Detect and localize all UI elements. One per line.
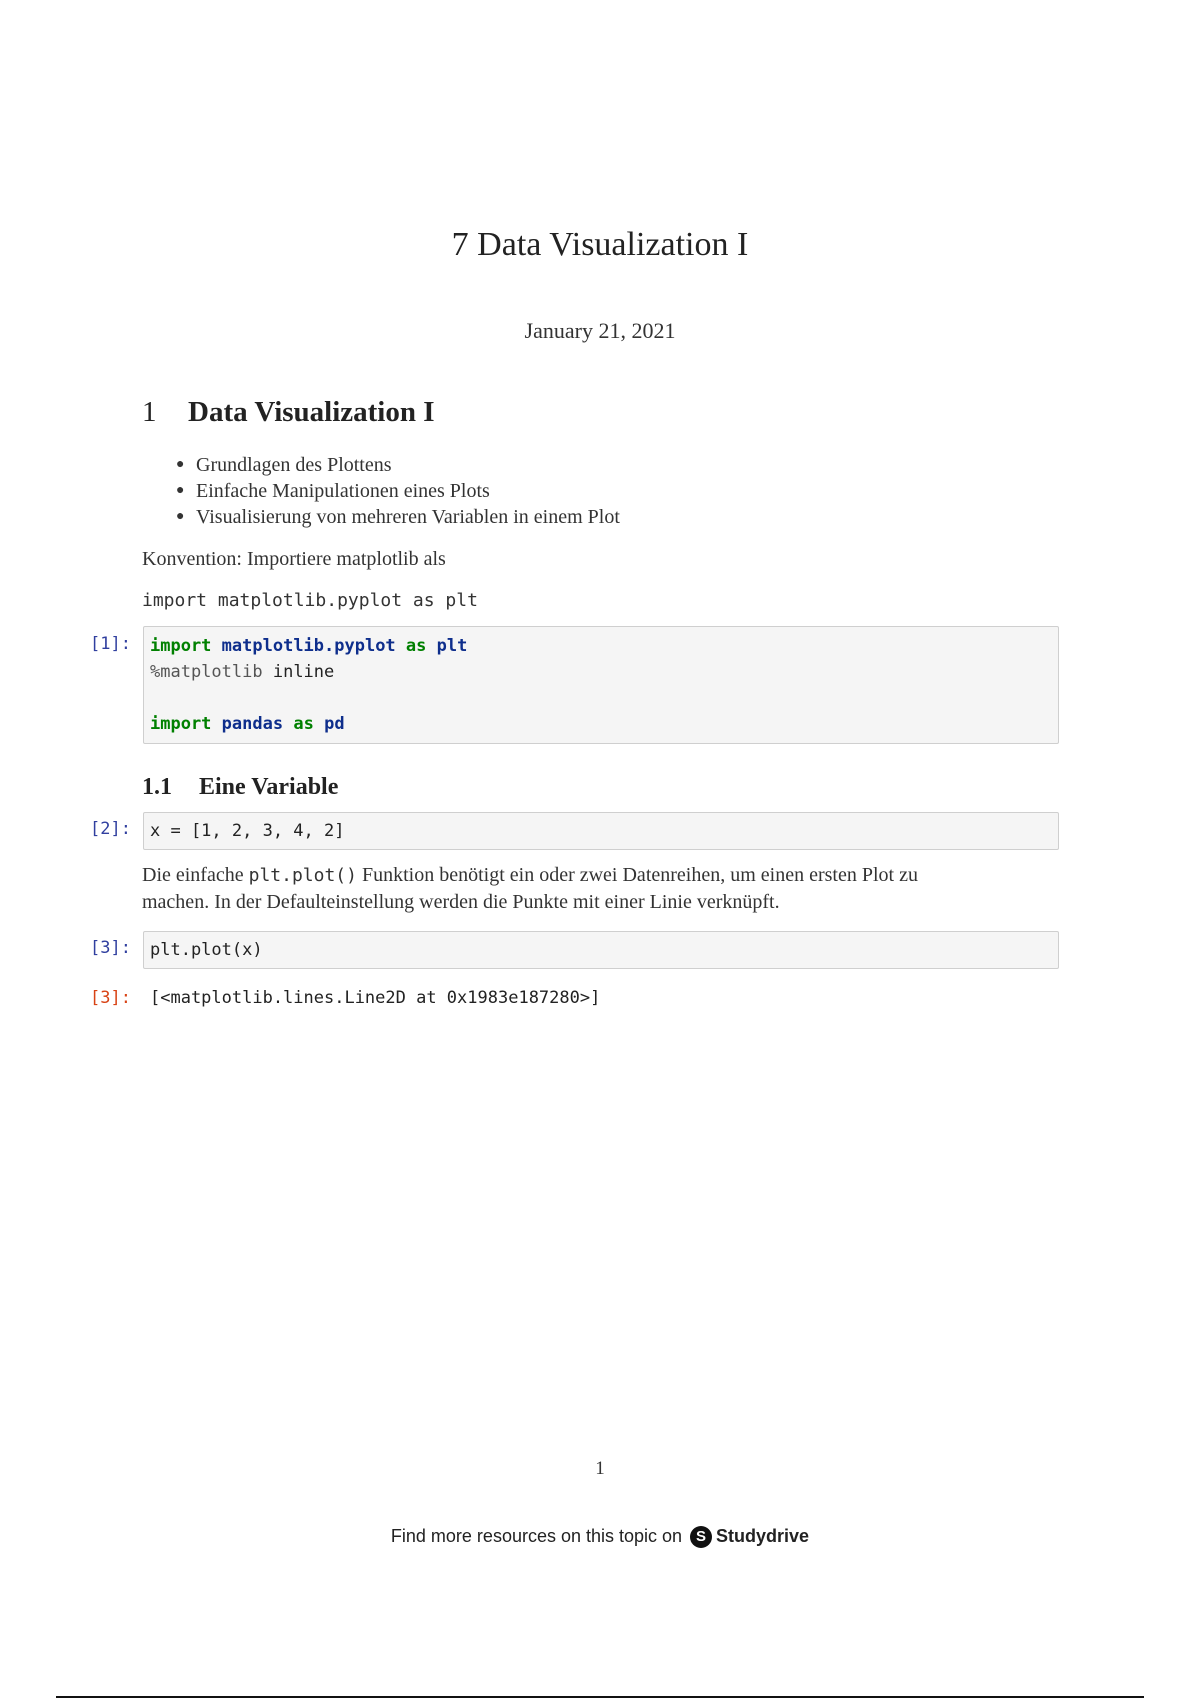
cell-prompt-3: [3]:	[90, 938, 131, 958]
code-line-blank	[150, 685, 1052, 711]
subsection-number: 1.1	[142, 774, 172, 800]
module-name: pandas	[221, 714, 284, 734]
inline-code: plt.plot()	[248, 865, 357, 886]
paragraph-text: machen. In der Defaulteinstellung werden die Punkte mit einer Linie verknüpft.	[142, 891, 780, 913]
list-item	[176, 478, 620, 504]
list-item-text: Visualisierung von mehreren Variablen in einem Plot	[196, 506, 620, 528]
code-cell-2[interactable]	[143, 812, 1059, 850]
document-date: January 21, 2021	[524, 318, 676, 343]
paragraph-text: Die einfache	[142, 864, 249, 886]
cell-output: [<matplotlib.lines.Line2D at 0x1983e187280>]	[150, 988, 601, 1008]
bottom-divider	[56, 1696, 1144, 1698]
paragraph	[142, 862, 1060, 916]
code-line: plt.plot(x)	[150, 940, 263, 960]
bullet-icon: ●	[176, 457, 185, 472]
list-item-text: Einfache Manipulationen eines Plots	[196, 480, 490, 502]
topic-list	[176, 452, 620, 530]
code-line	[150, 659, 1052, 685]
paragraph-text: Funktion benötigt ein oder zwei Datenreihen, um einen ersten Plot zu	[356, 864, 918, 886]
list-item-text: Grundlagen des Plottens	[196, 454, 392, 476]
footer-link[interactable]	[0, 1526, 1200, 1548]
footer-text: Find more resources on this topic on	[390, 1526, 683, 1546]
code-line	[150, 633, 1052, 659]
section-number: 1	[142, 396, 157, 428]
cell-prompt-2: [2]:	[90, 819, 131, 839]
section-title: Data Visualization I	[188, 396, 435, 428]
list-item	[176, 504, 620, 530]
document-title: 7 Data Visualization I	[451, 226, 749, 263]
bullet-icon: ●	[176, 483, 185, 498]
page-number: 1	[595, 1458, 605, 1479]
output-prompt-3: [3]:	[90, 988, 131, 1008]
module-alias: plt	[436, 636, 468, 656]
footer-brand: Studydrive	[716, 1526, 810, 1546]
keyword: as	[293, 714, 314, 734]
code-cell-3[interactable]	[143, 931, 1059, 969]
magic-argument: inline	[272, 662, 335, 682]
magic-command: %matplotlib	[150, 662, 263, 682]
keyword: as	[405, 636, 427, 656]
keyword: import	[150, 714, 212, 734]
module-name: matplotlib.pyplot	[221, 636, 396, 656]
code-line	[150, 711, 1052, 737]
cell-prompt-1: [1]:	[90, 634, 131, 654]
code-line: x = [1, 2, 3, 4, 2]	[150, 821, 345, 841]
convention-code: import matplotlib.pyplot as plt	[142, 590, 478, 611]
list-item	[176, 452, 620, 478]
subsection-title: Eine Variable	[199, 774, 339, 800]
subsection-heading	[142, 774, 338, 801]
module-alias: pd	[324, 714, 345, 734]
keyword: import	[150, 636, 212, 656]
convention-text: Konvention: Importiere matplotlib als	[142, 548, 446, 570]
bullet-icon: ●	[176, 509, 185, 524]
code-cell-1[interactable]	[143, 626, 1059, 744]
section-heading	[142, 396, 435, 429]
studydrive-logo-icon: S	[690, 1526, 712, 1548]
